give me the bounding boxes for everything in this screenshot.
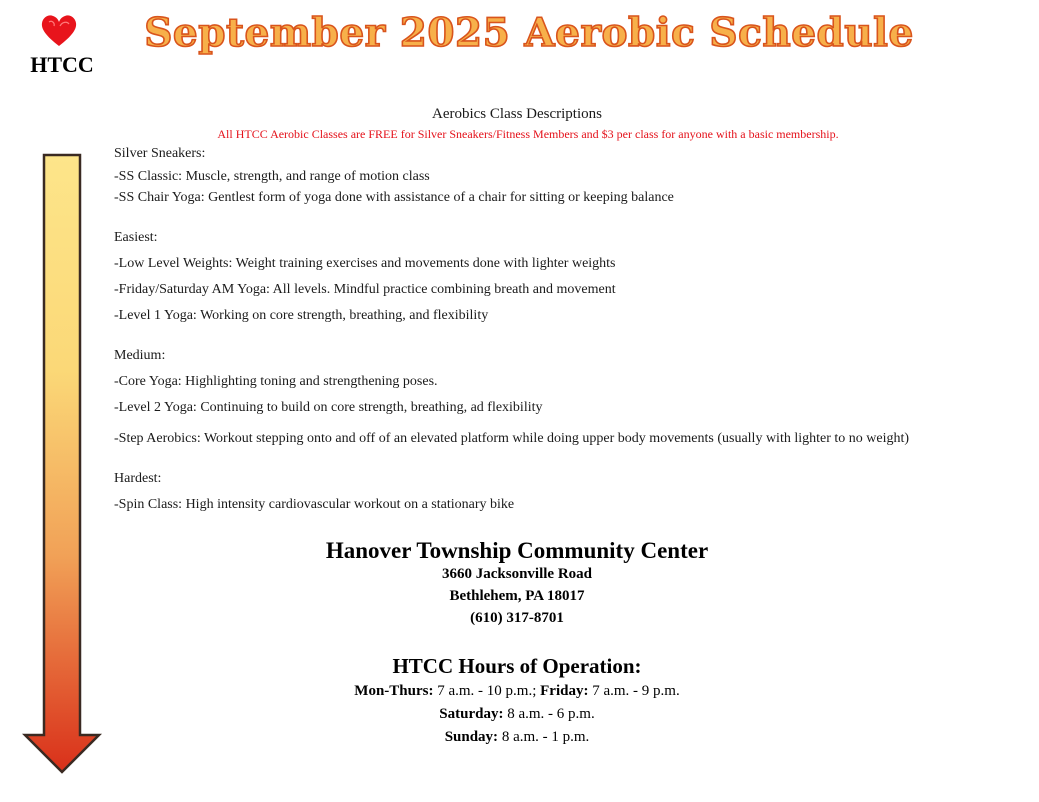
logo-text: HTCC: [30, 52, 94, 77]
class-description-step-aerobics: -Step Aerobics: Workout stepping onto and off of an elevated platform while doing upper body movements (usually with lighter to no weight): [114, 431, 910, 446]
hours-saturday-value: 8 a.m. - 6 p.m.: [507, 706, 595, 722]
page-title: September 2025 Aerobic Schedule: [144, 10, 914, 56]
center-address-line2: Bethlehem, PA 18017: [449, 588, 585, 604]
down-arrow-icon: [22, 153, 102, 775]
hours-mon-thurs-label: Mon-Thurs:: [354, 683, 434, 699]
hours-sunday: [0, 729, 1034, 746]
hours-weekday: [0, 683, 1034, 700]
class-description-low-level-weights: -Low Level Weights: Weight training exercises and movements done with lighter weights: [114, 256, 616, 271]
group-label-easiest: Easiest:: [114, 230, 158, 245]
class-description-core-yoga: -Core Yoga: Highlighting toning and strengthening poses.: [114, 374, 438, 389]
hours-saturday: [0, 706, 1034, 723]
center-name: Hanover Township Community Center: [325, 538, 709, 563]
hours-saturday-label: Saturday:: [439, 706, 504, 722]
group-label-medium: Medium:: [114, 348, 166, 363]
center-phone: (610) 317-8701: [470, 610, 564, 626]
hours-sunday-value: 8 a.m. - 1 p.m.: [501, 729, 590, 745]
hours-friday-label: Friday:: [540, 683, 589, 699]
class-description-ss-chair-yoga: -SS Chair Yoga: Gentlest form of yoga done with assistance of a chair for sitting or keeping balance: [114, 190, 674, 205]
descriptions-heading: Aerobics Class Descriptions: [432, 106, 602, 122]
class-description-ss-classic: -SS Classic: Muscle, strength, and range of motion class: [114, 169, 430, 184]
hours-mon-thurs-value: 7 a.m. - 10 p.m.;: [437, 683, 537, 699]
class-description-am-yoga: -Friday/Saturday AM Yoga: All levels. Mindful practice combining breath and movement: [114, 282, 616, 297]
class-description-level-1-yoga: -Level 1 Yoga: Working on core strength, breathing, and flexibility: [114, 308, 489, 323]
class-description-level-2-yoga: -Level 2 Yoga: Continuing to build on core strength, breathing, ad flexibility: [114, 400, 543, 415]
group-label-hardest: Hardest:: [114, 471, 162, 486]
group-label-silver-sneakers: Silver Sneakers:: [114, 146, 206, 161]
pricing-note: All HTCC Aerobic Classes are FREE for Silver Sneakers/Fitness Members and $3 per class for anyone with a basic membership.: [217, 127, 839, 141]
hours-title: HTCC Hours of Operation:: [392, 654, 642, 678]
hours-sunday-label: Sunday:: [444, 729, 499, 745]
class-description-spin-class: -Spin Class: High intensity cardiovascular workout on a stationary bike: [114, 497, 515, 512]
hours-friday-value: 7 a.m. - 9 p.m.: [592, 683, 680, 699]
center-address-line1: 3660 Jacksonville Road: [441, 566, 592, 582]
